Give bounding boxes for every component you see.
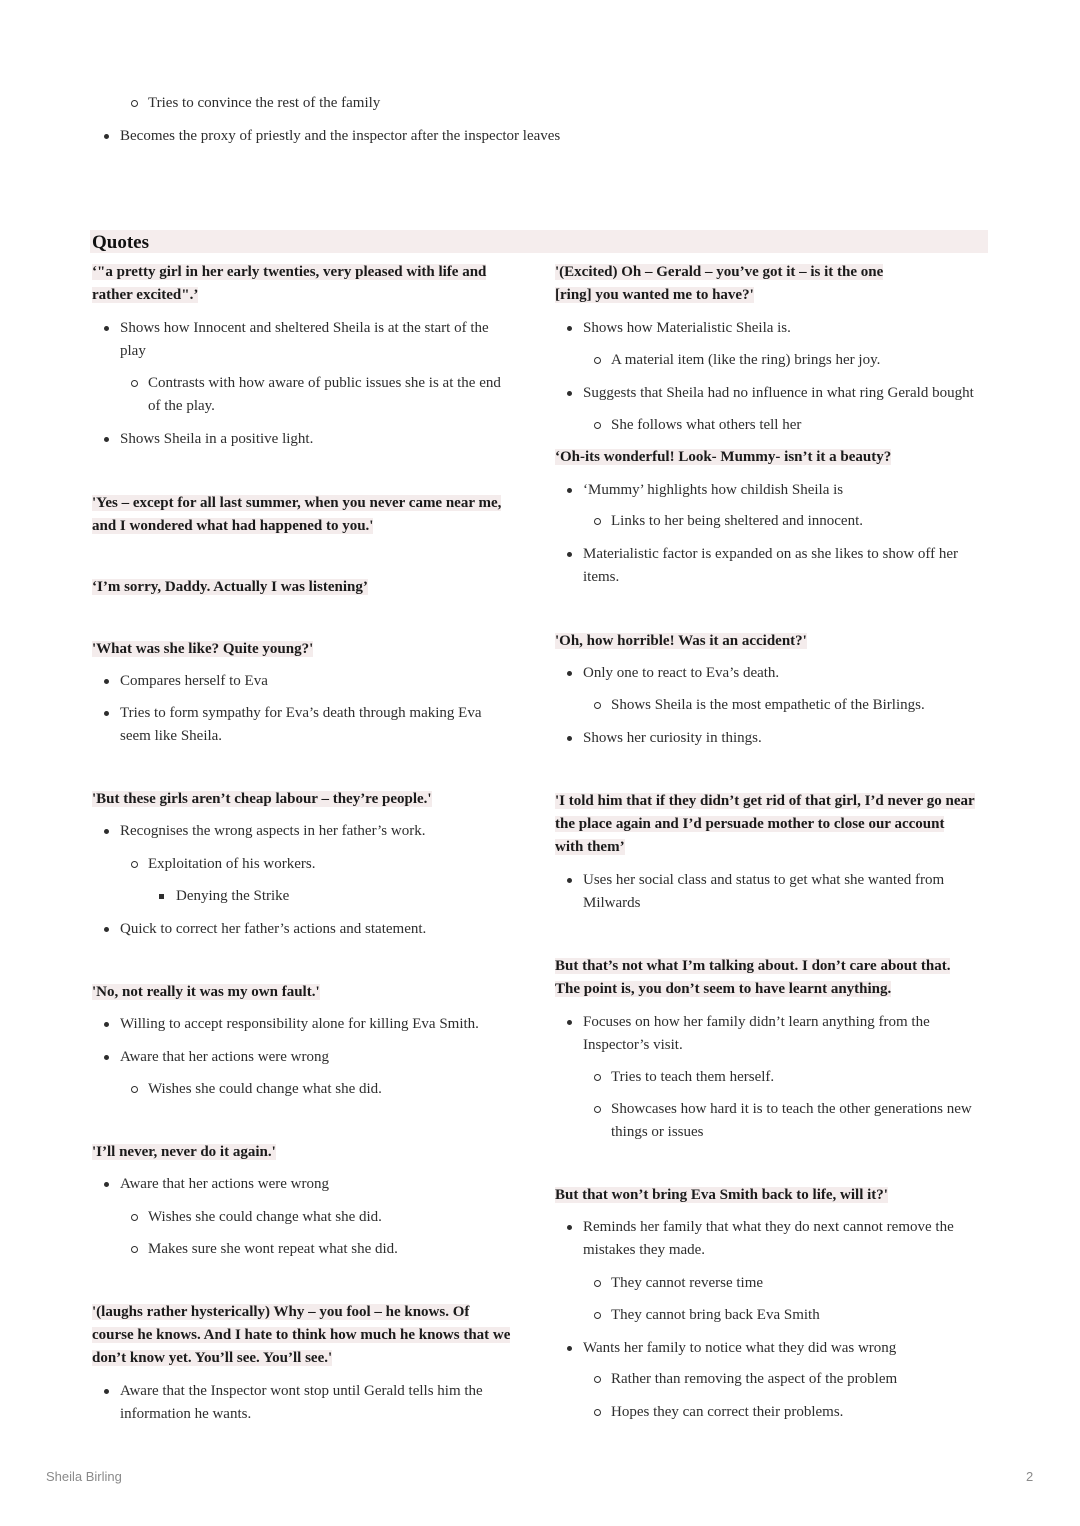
bullet-dot-icon — [567, 326, 572, 331]
bullet-dot-icon — [104, 927, 109, 932]
quote-own-fault: 'No, not really it was my own fault.' — [92, 984, 320, 1000]
note-text: Links to her being sheltered and innocent. — [611, 513, 864, 529]
quote-not-learnt-anything: But that’s not what I’m talking about. I don’t care about that. The point is, you don’t seem to have learnt anything. — [555, 958, 951, 997]
bullet-dot-icon — [567, 1020, 572, 1025]
bullet-hollow-icon — [131, 380, 138, 387]
note-text: Quick to correct her father’s actions and statement. — [120, 921, 427, 937]
note-text: Compares herself to Eva — [120, 673, 268, 689]
note-text: They cannot reverse time — [611, 1275, 764, 1291]
note-text: Hopes they can correct their problems. — [611, 1404, 844, 1420]
bullet-dot-icon — [104, 1055, 109, 1060]
bullet-hollow-icon — [594, 1312, 601, 1319]
quote-how-horrible: 'Oh, how horrible! Was it an accident?' — [555, 633, 807, 649]
note-text: Shows how Innocent and sheltered Sheila is at the start of the play — [120, 320, 489, 359]
note-text: Shows Sheila is the most empathetic of the Birlings. — [611, 697, 925, 713]
bullet-hollow-icon — [594, 357, 601, 364]
bullet-hollow-icon — [594, 1376, 601, 1383]
bullet-hollow-icon — [594, 1106, 601, 1113]
bullet-dot-icon — [104, 134, 109, 139]
bullet-hollow-icon — [131, 100, 138, 107]
bullet-square-icon — [159, 894, 164, 899]
note-text: They cannot bring back Eva Smith — [611, 1307, 820, 1323]
bullet-hollow-icon — [131, 1086, 138, 1093]
note-text: Uses her social class and status to get what she wanted from Milwards — [583, 872, 945, 911]
page-number: 2 — [1026, 1469, 1034, 1484]
note-text: Shows how Materialistic Sheila is. — [583, 320, 791, 336]
note-text: ‘Mummy’ highlights how childish Sheila is — [583, 482, 844, 498]
note-text: Wishes she could change what she did. — [148, 1209, 382, 1225]
note-text: Tries to teach them herself. — [611, 1069, 775, 1085]
quote-close-account: 'I told him that if they didn’t get rid of that girl, I’d never go near the place again and I’d persuade mother to close our account with them’ — [555, 793, 975, 855]
bullet-dot-icon — [567, 488, 572, 493]
quote-the-ring: '(Excited) Oh – Gerald – you’ve got it – is it the one [ring] you wanted me to have?' — [555, 264, 884, 303]
quote-eva-smith-back: But that won’t bring Eva Smith back to life, will it?' — [555, 1187, 888, 1203]
quote-never-again: 'I’ll never, never do it again.' — [92, 1144, 276, 1160]
bullet-hollow-icon — [131, 861, 138, 868]
bullet-dot-icon — [104, 326, 109, 331]
note-text: Aware that her actions were wrong — [120, 1176, 329, 1192]
note-text: Willing to accept responsibility alone for killing Eva Smith. — [120, 1016, 479, 1032]
bullet-dot-icon — [567, 736, 572, 741]
note-text: Contrasts with how aware of public issues she is at the end of the play. — [148, 375, 501, 414]
bullet-hollow-icon — [594, 422, 601, 429]
bullet-hollow-icon — [131, 1246, 138, 1253]
note-text: Showcases how hard it is to teach the other generations new things or issues — [611, 1101, 972, 1140]
top-bullet-1: Tries to convince the rest of the family — [148, 95, 381, 111]
bullet-dot-icon — [104, 1022, 109, 1027]
quote-cheap-labour: 'But these girls aren’t cheap labour – they’re people.' — [92, 791, 432, 807]
bullet-dot-icon — [567, 1346, 572, 1351]
bullet-hollow-icon — [131, 1214, 138, 1221]
note-text: Materialistic factor is expanded on as she likes to show off her items. — [583, 546, 959, 585]
bullet-dot-icon — [567, 391, 572, 396]
quote-its-wonderful: ‘Oh-its wonderful! Look- Mummy- isn’t it a beauty? — [555, 449, 892, 465]
bullet-hollow-icon — [594, 1074, 601, 1081]
bullet-hollow-icon — [594, 518, 601, 525]
bullet-dot-icon — [104, 829, 109, 834]
bullet-dot-icon — [567, 552, 572, 557]
note-text: Exploitation of his workers. — [148, 856, 316, 872]
footer-title: Sheila Birling — [46, 1469, 122, 1484]
bullet-dot-icon — [567, 671, 572, 676]
note-text: Rather than removing the aspect of the problem — [611, 1371, 898, 1387]
note-text: Aware that the Inspector wont stop until Gerald tells him the information he wants. — [120, 1383, 483, 1422]
note-text: Focuses on how her family didn’t learn anything from the Inspector’s visit. — [583, 1014, 930, 1053]
note-text: A material item (like the ring) brings her joy. — [611, 352, 881, 368]
section-heading: Quotes — [92, 232, 149, 253]
note-text: Shows her curiosity in things. — [583, 730, 762, 746]
bullet-dot-icon — [567, 878, 572, 883]
note-text: Makes sure she wont repeat what she did. — [148, 1241, 398, 1257]
note-text: Wants her family to notice what they did was wrong — [583, 1340, 897, 1356]
bullet-dot-icon — [104, 1182, 109, 1187]
note-text: Only one to react to Eva’s death. — [583, 665, 780, 681]
note-text: Suggests that Sheila had no influence in what ring Gerald bought — [583, 385, 974, 401]
quote-what-was-she-like: 'What was she like? Quite young?' — [92, 641, 314, 657]
bullet-hollow-icon — [594, 1280, 601, 1287]
note-text: Tries to form sympathy for Eva’s death through making Eva seem like Sheila. — [120, 705, 482, 744]
bullet-hollow-icon — [594, 1409, 601, 1416]
note-text: Wishes she could change what she did. — [148, 1081, 382, 1097]
bullet-dot-icon — [104, 437, 109, 442]
bullet-hollow-icon — [594, 702, 601, 709]
top-bullet-2: Becomes the proxy of priestly and the inspector after the inspector leaves — [120, 128, 561, 144]
quote-last-summer: 'Yes – except for all last summer, when you never came near me, and I wondered what had happened to you.' — [92, 495, 502, 534]
note-text: Shows Sheila in a positive light. — [120, 431, 314, 447]
section-heading-background — [90, 230, 988, 253]
note-text: Aware that her actions were wrong — [120, 1049, 329, 1065]
note-text: She follows what others tell her — [611, 417, 802, 433]
bullet-dot-icon — [104, 679, 109, 684]
bullet-dot-icon — [567, 1225, 572, 1230]
bullet-dot-icon — [104, 1389, 109, 1394]
note-text: Denying the Strike — [176, 888, 290, 904]
quote-he-knows: '(laughs rather hysterically) Why – you fool – he knows. Of course he knows. And I hate to think how much he knows that we don’t know yet. You’ll see. You’ll see.' — [92, 1304, 511, 1366]
note-text: Reminds her family that what they do next cannot remove the mistakes they made. — [583, 1219, 954, 1258]
quote-pretty-girl: ‘"a pretty girl in her early twenties, very pleased with life and rather excited".’ — [92, 264, 487, 303]
quote-sorry-daddy: ‘I’m sorry, Daddy. Actually I was listening’ — [92, 579, 368, 595]
note-text: Recognises the wrong aspects in her father’s work. — [120, 823, 426, 839]
bullet-dot-icon — [104, 711, 109, 716]
